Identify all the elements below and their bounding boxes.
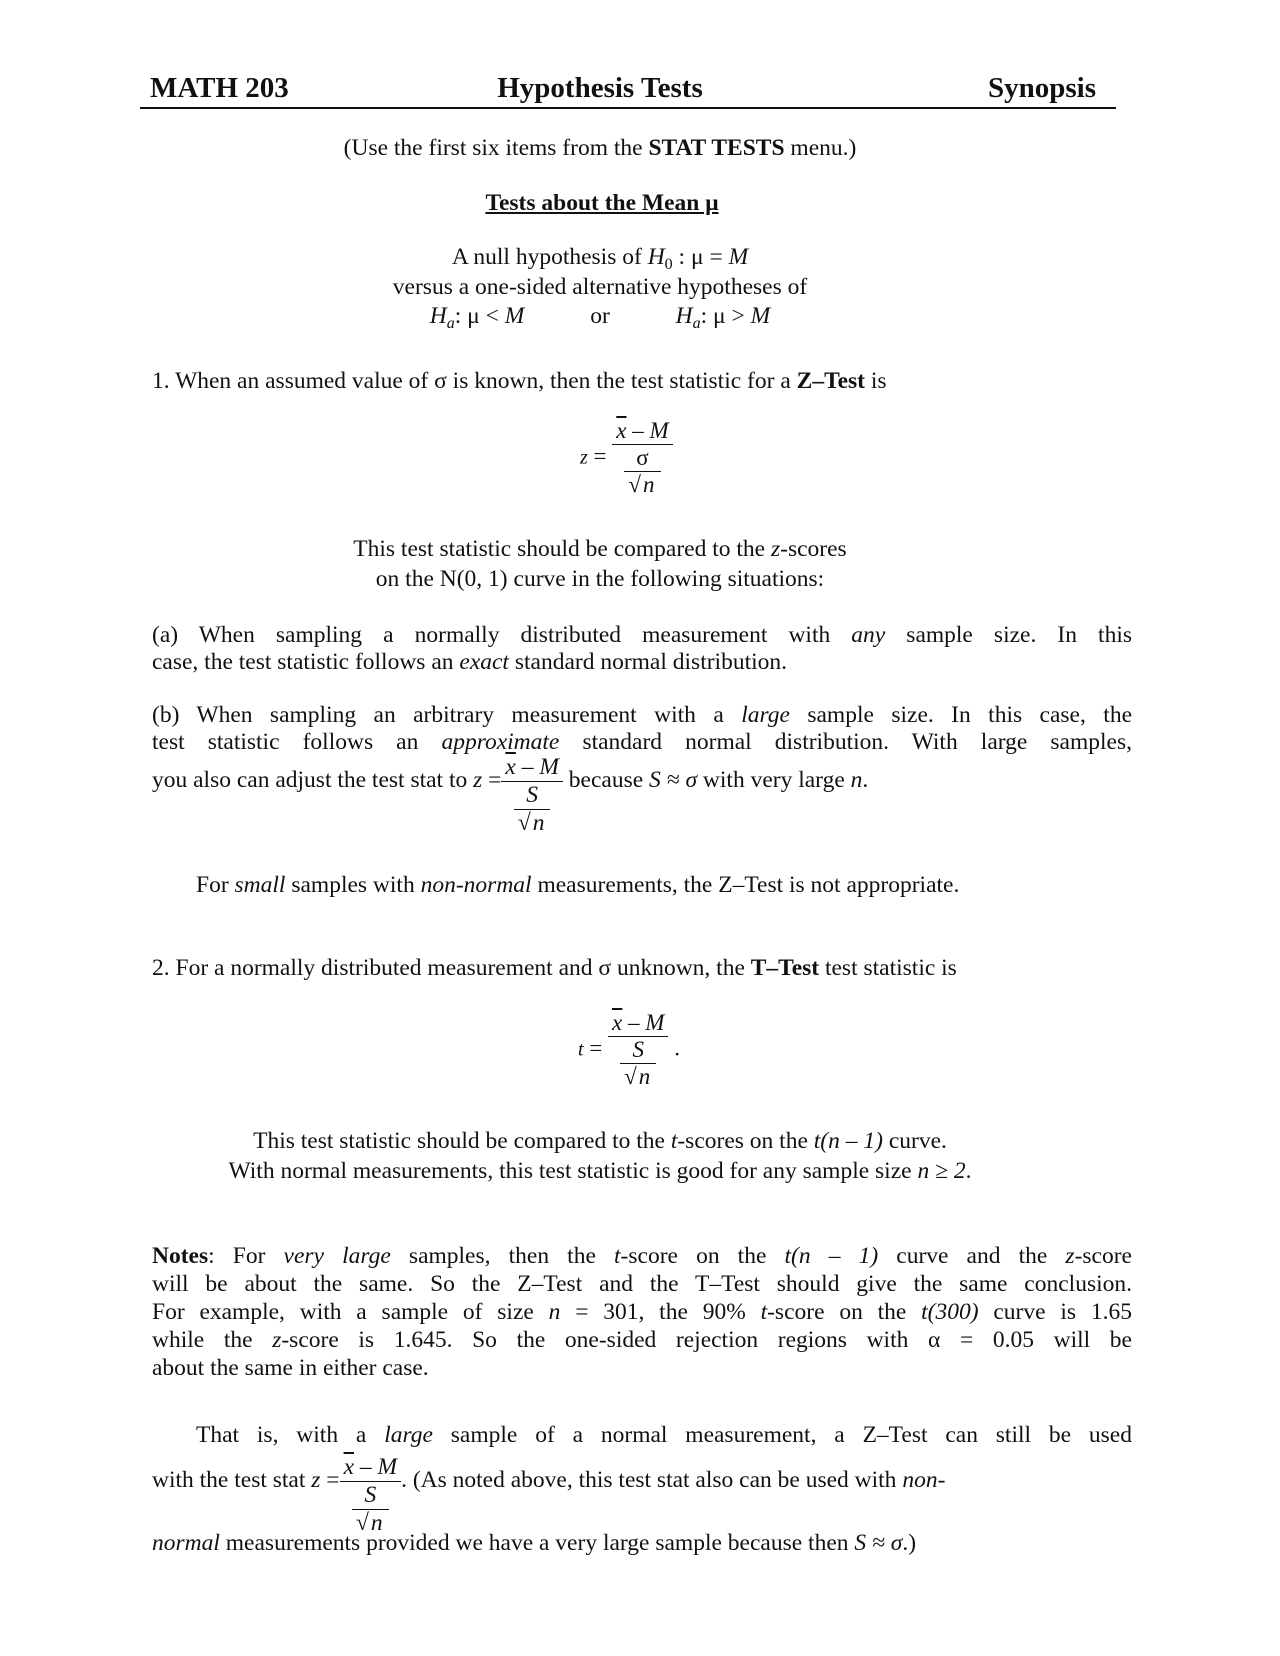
intro-line: (Use the first six items from the STAT TESTS menu.) (343, 135, 857, 161)
z-formula: z = $\frac{\overline{x} - M}{\frac{\sigma}{√n}}$ (580, 418, 673, 498)
section-title: Tests about the Mean μ (485, 190, 719, 216)
t-formula: t = $\frac{\overline{x} - M}{\frac{S}{√n}}$ . (578, 1010, 680, 1089)
item1-text: 1. When an assumed value of σ is known, then the test statistic for a Z–Test is (152, 368, 887, 394)
item1b: (b) When sampling an arbitrary measurement with a large sample size. In this case, the test statistic follows an approximate standard normal distribution. With large samples, (152, 702, 1132, 755)
null-hypothesis: A null hypothesis of $H_0$ : μ = M (451, 244, 749, 273)
course-code: MATH 203 (150, 72, 289, 104)
small-samples-note: For small samples with non-normal measurements, the Z–Test is not appropriate. (196, 872, 960, 898)
z-compare-line1: This test statistic should be compared to the z-scores (353, 536, 847, 562)
item1a: (a) When sampling a normally distributed measurement with any sample size. In this case, the test statistic follows an exact standard normal distribution. (152, 622, 1132, 675)
z-compare-line2: on the N(0, 1) curve in the following situations: (375, 566, 825, 592)
item2-text: 2. For a normally distributed measurement and σ unknown, the T–Test test statistic is (152, 955, 957, 981)
notes-paragraph-2-line2: with the test stat z = $\frac{\overline{x} - M}{\frac{S}{√n}}$ . (As noted above, this test stat also can be used with non- (152, 1454, 946, 1536)
notes-paragraph-2-line3: normal measurements provided we have a very large sample because then S ≈ σ.) (152, 1530, 917, 1556)
notes-paragraph: Notes: For very large samples, then the t-score on the t(n – 1) curve and the z-score will be about the same. So the Z–Test and the T–Test should give the same conclusion. For example, with a sample of size n = 301, the 90% t-score on the t(300) curve is 1.65 while the z-score is 1.645. So the one-sided rejection regions with α = 0.05 will be about the same in either case. (152, 1243, 1132, 1381)
header-rule (140, 107, 1116, 109)
notes-paragraph-2: That is, with a large sample of a normal measurement, a Z–Test can still be used (196, 1422, 1132, 1448)
t-compare-line2: With normal measurements, this test statistic is good for any sample size n ≥ 2. (228, 1158, 972, 1184)
item1b-line3: you also can adjust the test stat to z = $\frac{\overline{x} - M}{\frac{S}{√n}}$ because S ≈ σ with very large n. (152, 754, 869, 836)
synopsis-label: Synopsis (988, 72, 1097, 104)
page-title: Hypothesis Tests (497, 72, 703, 104)
t-compare-line1: This test statistic should be compared to the t-scores on the t(n – 1) curve. (253, 1128, 947, 1154)
alternative-line: versus a one-sided alternative hypotheses of (392, 274, 808, 300)
alternative-hypotheses: $H_a$: μ < M or $H_a$: μ > M (429, 303, 771, 332)
